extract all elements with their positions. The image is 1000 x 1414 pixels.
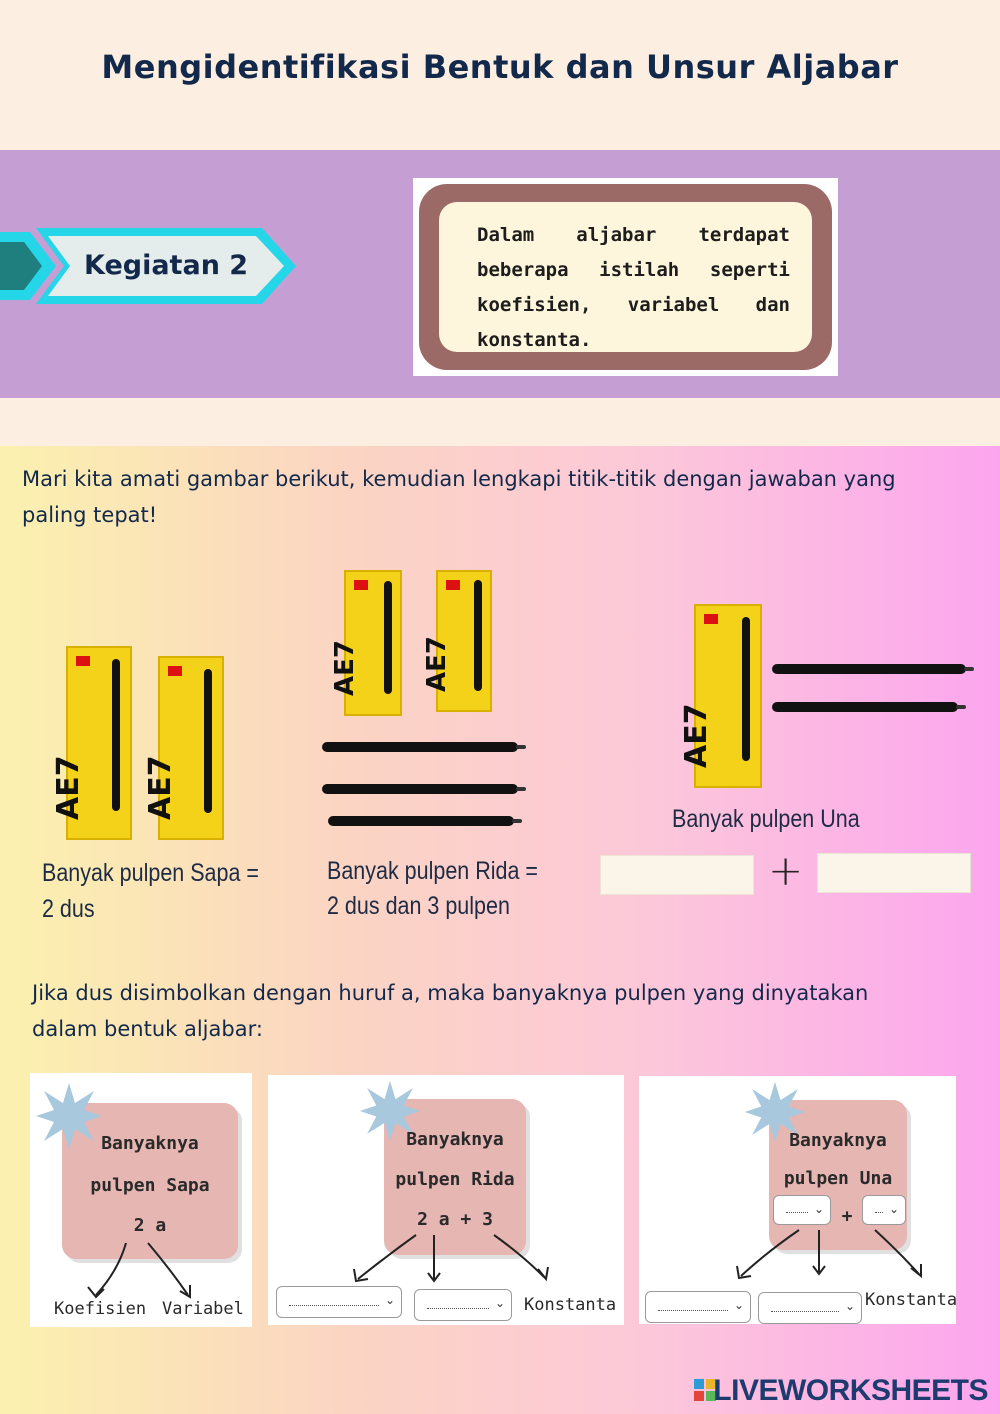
rida-caption-line2: 2 dus dan 3 pulpen: [327, 892, 510, 920]
una-pens-answer-field[interactable]: [817, 853, 971, 893]
una-boxes-answer-field[interactable]: [600, 855, 754, 895]
chevron-down-icon: ⌄: [888, 1202, 899, 1216]
pen-image: [322, 742, 518, 752]
rida-coefficient-dropdown[interactable]: [276, 1286, 402, 1318]
pen-box-image: AE7: [436, 570, 492, 712]
pen-image: [772, 664, 966, 674]
rida-caption-line1: Banyak pulpen Rida =: [327, 857, 538, 885]
plus-sign: +: [841, 1206, 853, 1227]
pen-image: [322, 784, 518, 794]
activity-banner: [0, 228, 300, 304]
chevron-down-icon: ⌄: [813, 1202, 824, 1216]
constant-label: Konstanta: [865, 1290, 958, 1310]
footer-brand: LIVEWORKSHEETS: [713, 1374, 988, 1407]
rida-diagram: Banyaknya pulpen Rida 2 a + 3 Konstanta: [268, 1075, 624, 1325]
page-title: Mengidentifikasi Bentuk dan Unsur Aljabar: [101, 48, 899, 86]
pen-box-image: AE7: [344, 570, 402, 716]
arrows-icon: [30, 1073, 252, 1327]
definition-note: [413, 178, 838, 376]
observe-instruction: Mari kita amati gambar berikut, kemudian lengkapi titik-titik dengan jawaban yang paling tepat!: [22, 467, 896, 527]
sapa-diagram: Banyaknya pulpen Sapa 2 a Koefisien Variabel: [30, 1073, 252, 1327]
pen-image: [772, 702, 958, 712]
una-caption: Banyak pulpen Una: [672, 805, 860, 833]
sapa-caption-line1: Banyak pulpen Sapa =: [42, 859, 259, 887]
una-coefficient-dropdown[interactable]: [773, 1195, 831, 1225]
variable-label: Variabel: [162, 1299, 244, 1319]
symbolize-instruction: Jika dus disimbolkan dengan huruf a, maka banyaknya pulpen yang dinyatakan dalam bentuk aljabar:: [32, 981, 869, 1041]
chevron-down-icon: ⌄: [384, 1293, 395, 1307]
chevron-down-icon: ⌄: [494, 1296, 505, 1310]
una-variable-dropdown[interactable]: [758, 1292, 862, 1324]
pen-image: [328, 816, 514, 826]
sapa-caption-line2: 2 dus: [42, 895, 95, 923]
pen-box-image: AE7: [158, 656, 224, 840]
constant-label: Konstanta: [524, 1295, 617, 1315]
coefficient-label: Koefisien: [54, 1299, 147, 1319]
una-constant-dropdown[interactable]: [862, 1195, 906, 1225]
definition-text: Dalam aljabar terdapat beberapa istilah seperti koefisien, variabel dan konstanta.: [439, 202, 812, 352]
rida-variable-dropdown[interactable]: [414, 1289, 512, 1321]
pen-box-image: AE7: [66, 646, 132, 840]
chevron-down-icon: ⌄: [733, 1298, 744, 1312]
chevron-down-icon: ⌄: [844, 1299, 855, 1313]
una-term-dropdown[interactable]: [645, 1291, 751, 1323]
plus-sign: +: [768, 846, 804, 895]
activity-label: Kegiatan 2: [84, 250, 249, 281]
pen-box-image: AE7: [694, 604, 762, 788]
una-diagram: Banyaknya pulpen Una + Konstanta: [639, 1076, 956, 1324]
